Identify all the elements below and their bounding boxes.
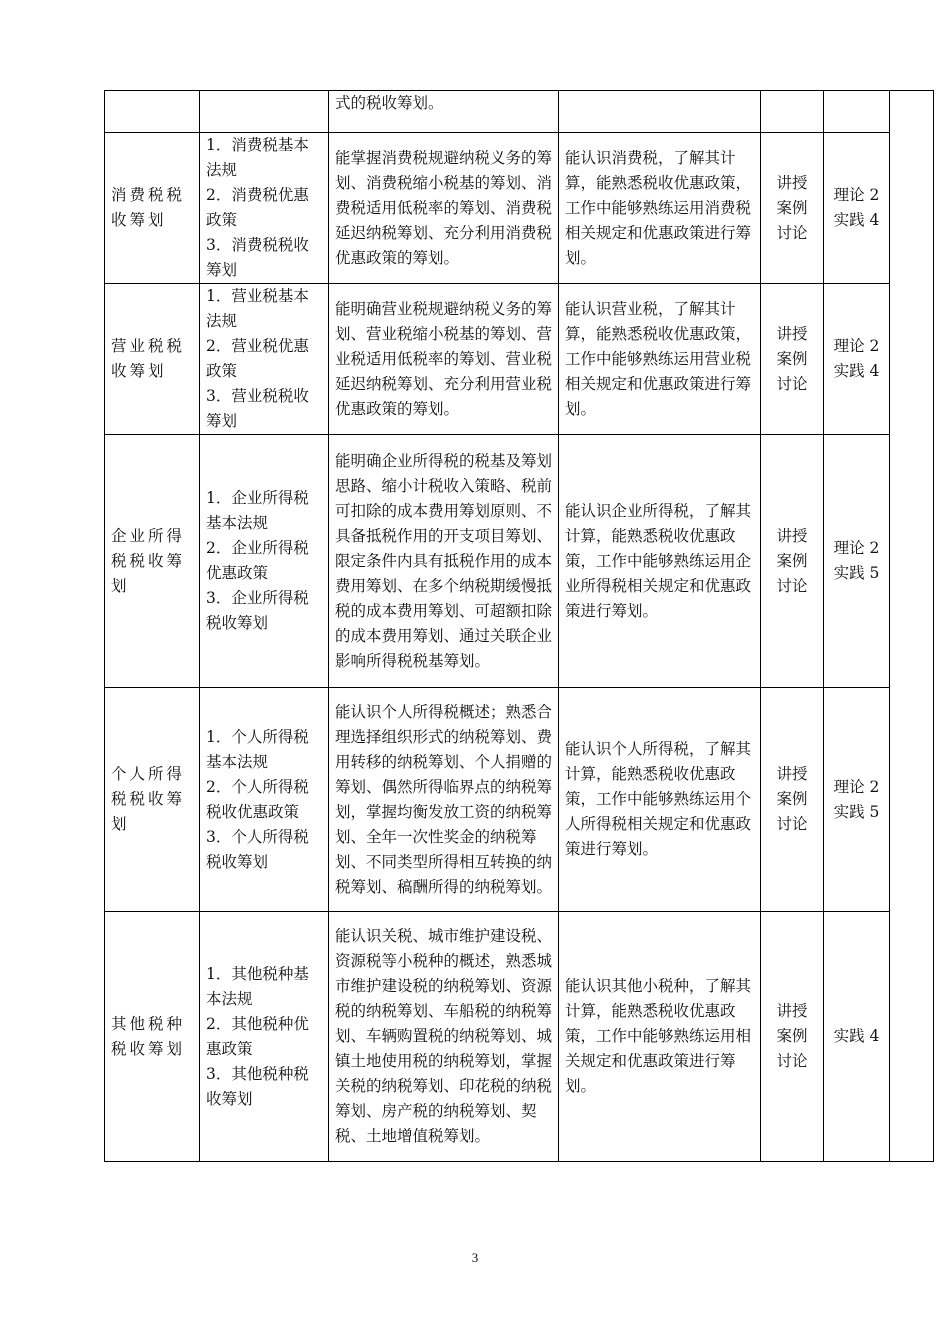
content-item: 3．消费税税收筹划 [206, 236, 309, 279]
items-cell [200, 435, 329, 688]
req-cell: 能认识消费税，了解其计算，能熟悉税收优惠政策，工作中能够熟练运用消费税相关规定和优惠政策进行筹划。 [559, 133, 761, 284]
method-item: 讲授 [776, 1002, 808, 1020]
method-item: 讲授 [776, 324, 808, 343]
topic-cell: 营业税税收筹划 [105, 284, 200, 435]
content-item: 2．企业所得税优惠政策 [206, 539, 309, 582]
topic-cell: 企业所得税税收筹划 [105, 435, 200, 688]
desc-cell: 能掌握消费税规避纳税义务的筹划、消费税缩小税基的筹划、消费税适用低税率的筹划、消费税延迟纳税筹划、充分利用消费税优惠政策的筹划。 [329, 133, 559, 284]
method-item: 案例 [776, 551, 808, 570]
content-item: 1．企业所得税基本法规 [206, 489, 309, 532]
hours-item: 实践 4 [833, 1027, 880, 1045]
hours-cell [824, 133, 890, 284]
req-cell-empty [559, 91, 761, 133]
method-item: 案例 [776, 1027, 808, 1045]
content-item: 3．企业所得税税收筹划 [206, 589, 309, 632]
content-item: 2．消费税优惠政策 [206, 186, 309, 229]
hours-item: 理论 2 [833, 539, 880, 557]
hours-item: 实践 5 [833, 802, 880, 821]
desc-cell: 能明确企业所得税的税基及筹划思路、缩小计税收入策略、税前可扣除的成本费用筹划原则、不具备抵税作用的开支项目筹划、限定条件内具有抵税作用的成本费用筹划、在多个纳税期缓慢抵税的成本费用筹划、可超额扣除的成本费用筹划、通过关联企业影响所得税税基筹划。 [329, 435, 559, 688]
desc-cell: 能认识个人所得税概述；熟悉合理选择组织形式的纳税筹划、费用转移的纳税筹划、个人捐赠的筹划、偶然所得临界点的纳税筹划，掌握均衡发放工资的纳税筹划、全年一次性奖金的纳税筹划、不同类型所得相互转换的纳税筹划、稿酬所得的纳税筹划。 [329, 688, 559, 912]
method-item: 讨论 [776, 223, 808, 242]
course-content-table [104, 90, 934, 1162]
content-item: 3．其他税种税收筹划 [206, 1064, 309, 1108]
hours-item: 实践 5 [833, 564, 880, 582]
method-cell [761, 284, 824, 435]
method-item: 讨论 [776, 576, 808, 595]
req-cell: 能认识企业所得税，了解其计算，能熟悉税收优惠政策，工作中能够熟练运用企业所得税相关规定和优惠政策进行筹划。 [559, 435, 761, 688]
content-item: 1．消费税基本法规 [206, 136, 309, 179]
method-cell [761, 435, 824, 688]
topic-cell-empty [105, 91, 200, 133]
hours-item: 理论 2 [833, 777, 880, 796]
content-item: 3．营业税税收筹划 [206, 387, 309, 430]
method-cell [761, 688, 824, 912]
method-item: 讲授 [776, 526, 808, 545]
method-cell [761, 912, 824, 1162]
blank-column [890, 91, 934, 1162]
hours-item: 理论 2 [833, 186, 880, 204]
items-cell [200, 133, 329, 284]
hours-item: 实践 4 [833, 211, 880, 229]
method-cell-empty [761, 91, 824, 133]
table-row [105, 284, 934, 435]
content-item: 2．其他税种优惠政策 [206, 1014, 309, 1058]
table-row [105, 912, 934, 1162]
content-item: 1．个人所得税基本法规 [206, 727, 309, 771]
desc-cell: 能认识关税、城市维护建设税、资源税等小税种的概述，熟悉城市维护建设税的纳税筹划、资源税的纳税筹划、车船税的纳税筹划、车辆购置税的纳税筹划、城镇土地使用税的纳税筹划，掌握关税的纳税筹划、印花税的纳税筹划、房产税的纳税筹划、契税、土地增值税筹划。 [329, 912, 559, 1162]
hours-cell [824, 435, 890, 688]
hours-cell [824, 688, 890, 912]
content-item: 3．个人所得税税收筹划 [206, 827, 309, 871]
method-item: 案例 [776, 349, 808, 368]
req-cell: 能认识其他小税种，了解其计算，能熟悉税收优惠政策，工作中能够熟练运用相关规定和优惠政策进行筹划。 [559, 912, 761, 1162]
topic-cell: 个人所得税税收筹划 [105, 688, 200, 912]
req-cell: 能认识个人所得税，了解其计算，能熟悉税收优惠政策，工作中能够熟练运用个人所得税相关规定和优惠政策进行筹划。 [559, 688, 761, 912]
content-item: 1．营业税基本法规 [206, 287, 309, 330]
method-item: 案例 [776, 790, 808, 808]
hours-cell-empty [824, 91, 890, 133]
topic-cell: 消费税税收筹划 [105, 133, 200, 284]
topic-cell: 其他税种税收筹划 [105, 912, 200, 1162]
desc-cell: 式的税收筹划。 [329, 91, 559, 133]
items-cell [200, 284, 329, 435]
desc-cell: 能明确营业税规避纳税义务的筹划、营业税缩小税基的筹划、营业税适用低税率的筹划、营业税延迟纳税筹划、充分利用营业税优惠政策的筹划。 [329, 284, 559, 435]
table-row [105, 133, 934, 284]
items-cell-empty [200, 91, 329, 133]
table-row-continuation [105, 91, 934, 133]
hours-item: 理论 2 [833, 337, 880, 355]
method-item: 讨论 [776, 374, 808, 393]
method-item: 讲授 [776, 765, 808, 783]
content-item: 1．其他税种基本法规 [206, 964, 309, 1008]
hours-cell [824, 284, 890, 435]
method-item: 讨论 [776, 815, 808, 833]
content-item: 2．个人所得税税收优惠政策 [206, 777, 309, 821]
hours-cell [824, 912, 890, 1162]
method-item: 案例 [776, 198, 808, 217]
req-cell: 能认识营业税，了解其计算，能熟悉税收优惠政策，工作中能够熟练运用营业税相关规定和优惠政策进行筹划。 [559, 284, 761, 435]
method-cell [761, 133, 824, 284]
page-number: 3 [471, 1250, 479, 1265]
items-cell [200, 912, 329, 1162]
table-row [105, 688, 934, 912]
table-row [105, 435, 934, 688]
hours-item: 实践 4 [833, 362, 880, 380]
method-item: 讲授 [776, 173, 808, 192]
content-item: 2．营业税优惠政策 [206, 337, 309, 380]
method-item: 讨论 [776, 1052, 808, 1070]
items-cell [200, 688, 329, 912]
